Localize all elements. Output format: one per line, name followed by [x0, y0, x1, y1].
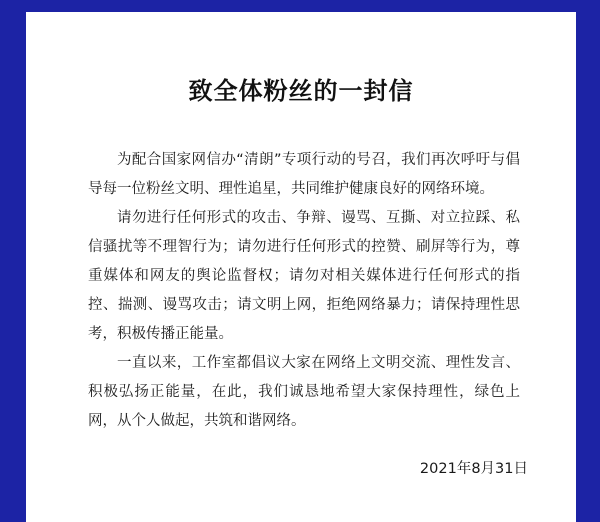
letter-date: 2021年8月31日: [419, 461, 528, 477]
letter-title: 致全体粉丝的一封信: [188, 77, 414, 105]
paragraph-3: 一直以来，工作室都倡议大家在网络上文明交流、理性发言、积极弘扬正能量，在此，我们诚恳地希望大家保持理性，绿色上网，从个人做起，共筑和谐网络。: [88, 355, 520, 429]
paragraph-1: 为配合国家网信办“清朗”专项行动的号召，我们再次呼吁与倡导每一位粉丝文明、理性追星，共同维护健康良好的网络环境。: [88, 152, 520, 197]
paragraph-2: 请勿进行任何形式的攻击、争辩、谩骂、互撕、对立拉踩、私信骚扰等不理智行为；请勿进行任何形式的控赞、刷屏等行为，尊重媒体和网友的舆论监督权；请勿对相关媒体进行任何形式的指控、揣测、谩骂攻击；请文明上网，拒绝网络暴力；请保持理性思考，积极传播正能量。: [88, 210, 520, 342]
letter-body: [88, 146, 520, 436]
letter-sheet: [26, 12, 576, 522]
